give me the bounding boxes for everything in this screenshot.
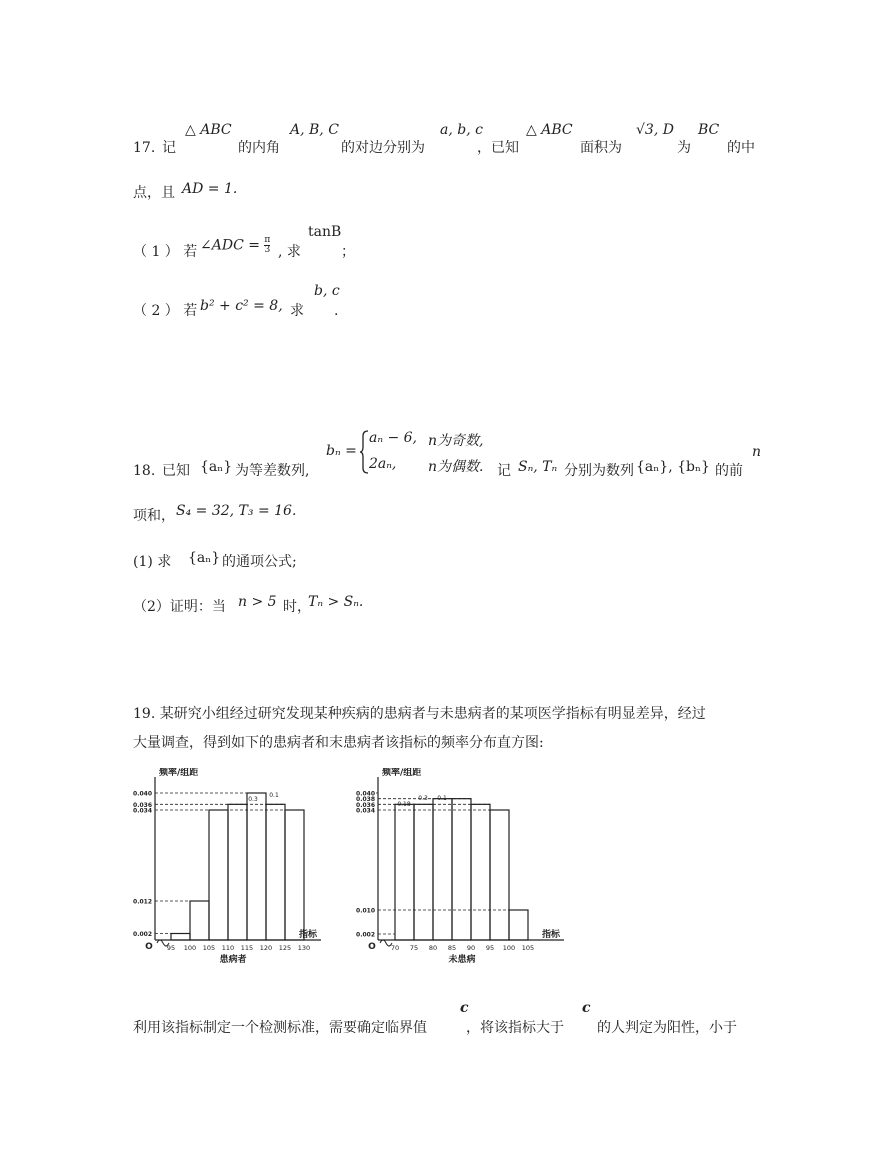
q18-math-sntn: Sₙ, Tₙ <box>518 459 558 475</box>
h0-bar-110-115 <box>228 804 247 940</box>
h0-y-label: 频率/组距 <box>159 768 199 778</box>
q17-math-tanb: tanB <box>308 224 342 240</box>
h1-bar-85-90 <box>452 799 471 940</box>
h0-x-tick-130: 130 <box>297 944 311 952</box>
h0-origin: O <box>145 942 153 952</box>
h1-y-label: 频率/组距 <box>382 768 422 778</box>
h0-bar-95-100 <box>171 934 190 941</box>
h0-bar-115-120 <box>247 793 266 940</box>
h0-annotation-1: 0.1 <box>269 792 279 799</box>
q17-text-ji: 记 <box>162 140 176 156</box>
q19-last-b: ，将该指标大于 <box>466 1020 564 1036</box>
q17-math-b2c2: b² + c² = 8, <box>200 298 283 314</box>
h1-x-tick-100: 100 <box>502 944 516 952</box>
h0-x-tick-110: 110 <box>221 944 235 952</box>
h0-y-tick-0.040: 0.040 <box>133 790 152 798</box>
q17-pi-over-3 <box>264 236 270 255</box>
h1-y-tick-0.040: 0.040 <box>356 790 375 798</box>
q18-part1-label: (1) 求 <box>133 554 172 570</box>
q18-math-tnsn: Tₙ > Sₙ. <box>308 594 364 610</box>
q18-math-n: n <box>752 444 762 460</box>
q17-frac-numerator: π <box>264 235 271 245</box>
q19-last-a: 利用该指标制定一个检测标准，需要确定临界值 <box>133 1020 427 1036</box>
q19-last-c: 的人判定为阳性，小于 <box>597 1020 737 1036</box>
q17-math-bc-var: b, c <box>314 283 340 299</box>
h0-annotation-0: 0.3 <box>248 796 258 803</box>
h1-annotation-2: 0.18 <box>397 801 411 808</box>
q17-text-neijiao: 的内角 <box>238 140 280 156</box>
h1-y-tick-0.002: 0.002 <box>356 931 375 939</box>
h1-x-tick-75: 75 <box>409 944 419 952</box>
q19-line2: 大量调查，得到如下的患病者和末患病者该指标的频率分布直方图: <box>133 735 544 751</box>
q18-part1-an: {aₙ} <box>188 550 221 566</box>
q17-part1-label: （ 1 ） 若 <box>133 244 198 260</box>
h1-x-tick-95: 95 <box>485 944 495 952</box>
q17-part2-label: （ 2 ） 若 <box>133 303 198 319</box>
q17-frac-denominator: 3 <box>264 245 271 255</box>
q17-math-ad1: AD = 1. <box>182 181 238 197</box>
histogram-non-patients <box>352 768 567 978</box>
h1-x-tick-105: 105 <box>521 944 535 952</box>
q18-text-ji: 记 <box>497 463 511 479</box>
h1-annotation-0: 0.3 <box>418 795 428 802</box>
h1-x-tick-70: 70 <box>390 944 400 952</box>
h0-y-tick-0.012: 0.012 <box>133 898 152 906</box>
h0-bar-100-105 <box>190 901 209 940</box>
q17-text-duibian: 的对边分别为 <box>341 140 425 156</box>
q17-math-abc-caps: A, B, C <box>290 122 339 138</box>
q17-math-sqrt3-d: √3, D <box>636 122 674 138</box>
q17-text-dezhong: 的中 <box>727 140 755 156</box>
h1-y-tick-0.036: 0.036 <box>356 801 375 809</box>
h1-bar-100-105 <box>509 910 528 940</box>
h0-bar-105-110 <box>209 810 228 940</box>
q17-text-wei: 为 <box>677 140 691 156</box>
q18-part2-label: （2）证明：当 <box>133 599 226 615</box>
h1-bar-75-80 <box>414 804 433 940</box>
h0-bar-120-125 <box>266 804 285 940</box>
q18-math-case2-cond: n为偶数. <box>428 459 484 475</box>
h1-caption: 未患病 <box>448 955 476 965</box>
q17-math-tri-abc-2: △ ABC <box>526 122 573 138</box>
q17-math-abc-lower: a, b, c <box>440 122 483 138</box>
q17-text-mianji: 面积为 <box>580 140 622 156</box>
q19-line1: 19. 某研究小组经过研究发现某种疾病的患病者与未患病者的某项医学指标有明显差异，经过 <box>133 706 706 722</box>
q17-math-angle-adc <box>200 236 270 255</box>
histogram-patients <box>133 768 323 978</box>
q17-math-tri-abc: △ ABC <box>185 122 232 138</box>
h0-x-label: 指标 <box>299 930 318 940</box>
q18-text-xianghe: 项和， <box>133 508 175 524</box>
q18-number: 18. <box>133 463 156 479</box>
q18-math-bn-eq: bₙ = <box>326 443 357 459</box>
q18-part1-rest: 的通项公式; <box>222 554 297 570</box>
h0-bar-125-130 <box>285 810 304 940</box>
h1-bar-70-75 <box>395 804 414 940</box>
q17-text-dian: 点，且 <box>133 185 175 201</box>
h1-bar-90-95 <box>471 804 490 940</box>
q18-text-dengcha: 为等差数列, <box>235 463 310 479</box>
q17-text-qiu1: , 求 <box>278 244 301 260</box>
q17-text-dot: . <box>334 303 339 319</box>
h1-y-tick-0.034: 0.034 <box>356 807 375 815</box>
q17-number: 17. <box>133 140 156 156</box>
q18-text-deqian: 的前 <box>715 463 743 479</box>
h0-x-tick-105: 105 <box>202 944 216 952</box>
h0-x-tick-125: 125 <box>278 944 292 952</box>
q18-text-yizhi: 已知 <box>162 463 190 479</box>
h0-caption: 患病者 <box>219 955 247 965</box>
q18-math-case1-cond: n为奇数, <box>428 433 484 449</box>
h0-x-tick-120: 120 <box>259 944 273 952</box>
h0-y-tick-0.036: 0.036 <box>133 801 152 809</box>
q18-math-case1: aₙ − 6, <box>369 430 418 446</box>
h1-x-tick-90: 90 <box>466 944 476 952</box>
h1-annotation-1: 0.1 <box>437 795 447 802</box>
h0-y-tick-0.002: 0.002 <box>133 931 152 938</box>
h0-x-tick-100: 100 <box>183 944 197 952</box>
q18-text-shi: 时， <box>283 599 311 615</box>
h1-bar-80-85 <box>433 799 452 940</box>
q19-math-c1: c <box>460 1000 469 1016</box>
h1-bar-95-100 <box>490 810 509 940</box>
h1-x-tick-85: 85 <box>447 944 457 952</box>
h1-y-tick-0.038: 0.038 <box>356 796 375 804</box>
q17-text-yizhi: ，已知 <box>477 140 519 156</box>
q17-math-bc: BC <box>698 122 720 138</box>
h0-x-tick-95: 95 <box>166 944 176 952</box>
q18-math-n5: n > 5 <box>238 594 277 610</box>
h1-x-label: 指标 <box>542 930 561 940</box>
q17-angle-adc-text: ∠ADC = <box>200 237 260 254</box>
q18-text-fenbie: 分别为数列 <box>564 463 634 479</box>
h0-y-tick-0.034: 0.034 <box>133 807 152 815</box>
q18-math-an: {aₙ} <box>200 459 233 475</box>
h0-x-tick-115: 115 <box>240 944 254 952</box>
q17-text-qiu2: 求 <box>290 303 304 319</box>
q18-math-s4t3: S₄ = 32, T₃ = 16. <box>176 503 297 519</box>
q19-math-c2: c <box>582 1000 591 1016</box>
q18-math-case2: 2aₙ, <box>369 456 397 472</box>
h1-x-tick-80: 80 <box>428 944 438 952</box>
h1-y-tick-0.010: 0.010 <box>356 907 375 915</box>
q17-text-semicolon: ； <box>341 244 355 260</box>
q18-math-anbn: {aₙ}, {bₙ} <box>636 459 710 475</box>
h1-origin: O <box>368 942 376 952</box>
